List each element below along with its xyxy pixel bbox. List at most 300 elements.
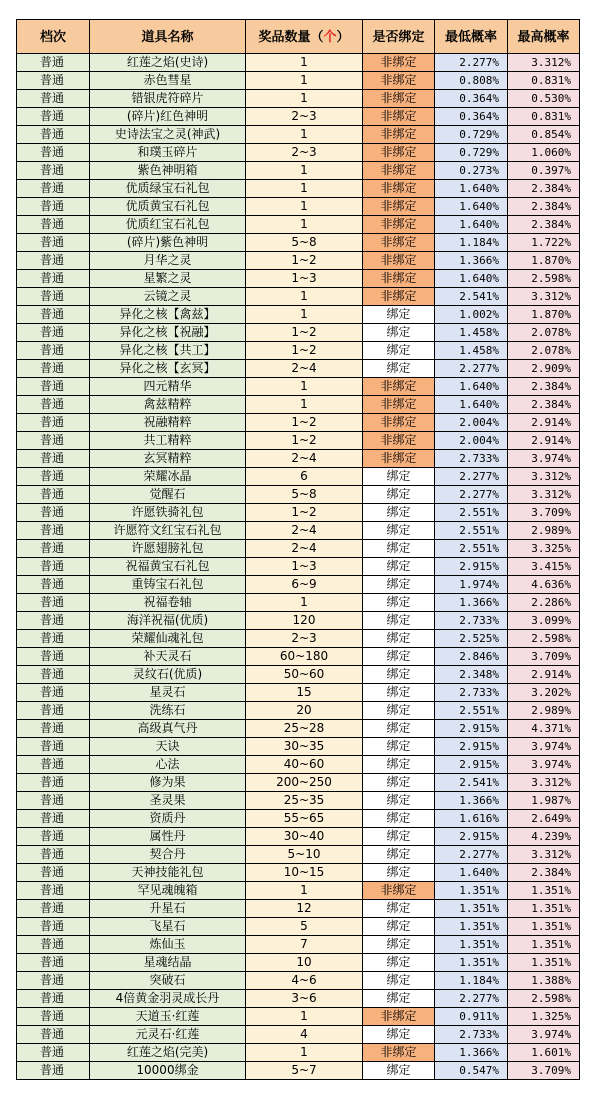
quantity-cell: 5~10 (246, 846, 363, 864)
tier-cell: 普通 (17, 558, 90, 576)
table-row (17, 432, 580, 450)
quantity-cell: 2~4 (246, 522, 363, 540)
bound-status-cell: 非绑定 (363, 432, 435, 450)
item-name-cell: 飞星石 (90, 918, 246, 936)
max-probability-cell: 2.909% (508, 360, 580, 378)
item-name-cell: 契合丹 (90, 846, 246, 864)
table-row (17, 666, 580, 684)
max-probability-cell: 1.351% (508, 936, 580, 954)
bound-status-cell: 绑定 (363, 522, 435, 540)
table-row (17, 234, 580, 252)
tier-cell: 普通 (17, 252, 90, 270)
min-probability-cell: 1.640% (435, 378, 508, 396)
quantity-cell: 10~15 (246, 864, 363, 882)
bound-status-cell: 绑定 (363, 558, 435, 576)
item-name-cell: 赤色彗星 (90, 72, 246, 90)
header-item-name: 道具名称 (90, 20, 246, 54)
item-name-cell: 星灵石 (90, 684, 246, 702)
table-row (17, 738, 580, 756)
quantity-cell: 1~2 (246, 414, 363, 432)
bound-status-cell: 绑定 (363, 306, 435, 324)
bound-status-cell: 非绑定 (363, 126, 435, 144)
tier-cell: 普通 (17, 882, 90, 900)
quantity-cell: 1~2 (246, 432, 363, 450)
table-row (17, 594, 580, 612)
quantity-cell: 4 (246, 1026, 363, 1044)
min-probability-cell: 2.277% (435, 54, 508, 72)
max-probability-cell: 0.397% (508, 162, 580, 180)
table-row (17, 846, 580, 864)
quantity-cell: 1 (246, 126, 363, 144)
tier-cell: 普通 (17, 486, 90, 504)
item-name-cell: 修为果 (90, 774, 246, 792)
max-probability-cell: 3.312% (508, 468, 580, 486)
min-probability-cell: 2.348% (435, 666, 508, 684)
quantity-cell: 1 (246, 180, 363, 198)
table-row (17, 540, 580, 558)
max-probability-cell: 2.384% (508, 378, 580, 396)
item-name-cell: 元灵石·红莲 (90, 1026, 246, 1044)
table-row (17, 720, 580, 738)
table-row (17, 126, 580, 144)
min-probability-cell: 0.273% (435, 162, 508, 180)
tier-cell: 普通 (17, 126, 90, 144)
tier-cell: 普通 (17, 432, 90, 450)
min-probability-cell: 2.551% (435, 504, 508, 522)
item-name-cell: 海洋祝福(优质) (90, 612, 246, 630)
bound-status-cell: 绑定 (363, 792, 435, 810)
table-row (17, 1008, 580, 1026)
bound-status-cell: 绑定 (363, 954, 435, 972)
item-name-cell: 紫色神明箱 (90, 162, 246, 180)
max-probability-cell: 2.078% (508, 324, 580, 342)
tier-cell: 普通 (17, 288, 90, 306)
quantity-cell: 1~3 (246, 270, 363, 288)
item-name-cell: 禽兹精粹 (90, 396, 246, 414)
min-probability-cell: 2.551% (435, 540, 508, 558)
bound-status-cell: 非绑定 (363, 396, 435, 414)
max-probability-cell: 2.384% (508, 198, 580, 216)
tier-cell: 普通 (17, 864, 90, 882)
tier-cell: 普通 (17, 720, 90, 738)
max-probability-cell: 3.415% (508, 558, 580, 576)
max-probability-cell: 2.914% (508, 414, 580, 432)
item-name-cell: 星魂结晶 (90, 954, 246, 972)
quantity-cell: 2~4 (246, 450, 363, 468)
min-probability-cell: 2.915% (435, 756, 508, 774)
quantity-cell: 25~35 (246, 792, 363, 810)
bound-status-cell: 绑定 (363, 504, 435, 522)
min-probability-cell: 2.846% (435, 648, 508, 666)
tier-cell: 普通 (17, 234, 90, 252)
item-name-cell: 高级真气丹 (90, 720, 246, 738)
min-probability-cell: 1.351% (435, 882, 508, 900)
bound-status-cell: 非绑定 (363, 180, 435, 198)
header-min-probability: 最低概率 (435, 20, 508, 54)
bound-status-cell: 绑定 (363, 576, 435, 594)
item-name-cell: 祝融精粹 (90, 414, 246, 432)
tier-cell: 普通 (17, 936, 90, 954)
max-probability-cell: 2.989% (508, 702, 580, 720)
min-probability-cell: 0.364% (435, 108, 508, 126)
quantity-cell: 5 (246, 918, 363, 936)
item-name-cell: 和璞玉碎片 (90, 144, 246, 162)
item-name-cell: 天道玉·红莲 (90, 1008, 246, 1026)
max-probability-cell: 2.598% (508, 270, 580, 288)
quantity-cell: 50~60 (246, 666, 363, 684)
quantity-cell: 1~2 (246, 504, 363, 522)
item-name-cell: 异化之核【祝融】 (90, 324, 246, 342)
bound-status-cell: 非绑定 (363, 144, 435, 162)
min-probability-cell: 0.364% (435, 90, 508, 108)
header-tier: 档次 (17, 20, 90, 54)
item-name-cell: 天诀 (90, 738, 246, 756)
tier-cell: 普通 (17, 198, 90, 216)
tier-cell: 普通 (17, 1026, 90, 1044)
quantity-cell: 1 (246, 54, 363, 72)
item-name-cell: 洗练石 (90, 702, 246, 720)
max-probability-cell: 2.384% (508, 216, 580, 234)
item-name-cell: 心法 (90, 756, 246, 774)
tier-cell: 普通 (17, 684, 90, 702)
quantity-cell: 20 (246, 702, 363, 720)
min-probability-cell: 2.004% (435, 414, 508, 432)
item-name-cell: 优质绿宝石礼包 (90, 180, 246, 198)
bound-status-cell: 非绑定 (363, 270, 435, 288)
min-probability-cell: 2.277% (435, 846, 508, 864)
item-name-cell: 升星石 (90, 900, 246, 918)
item-name-cell: 灵纹石(优质) (90, 666, 246, 684)
max-probability-cell: 2.078% (508, 342, 580, 360)
max-probability-cell: 1.601% (508, 1044, 580, 1062)
max-probability-cell: 4.636% (508, 576, 580, 594)
quantity-cell: 1 (246, 216, 363, 234)
min-probability-cell: 2.277% (435, 360, 508, 378)
tier-cell: 普通 (17, 90, 90, 108)
min-probability-cell: 0.729% (435, 126, 508, 144)
max-probability-cell: 0.854% (508, 126, 580, 144)
quantity-cell: 200~250 (246, 774, 363, 792)
max-probability-cell: 2.384% (508, 180, 580, 198)
quantity-cell: 2~4 (246, 360, 363, 378)
table-row (17, 1026, 580, 1044)
tier-cell: 普通 (17, 576, 90, 594)
table-row (17, 828, 580, 846)
bound-status-cell: 绑定 (363, 342, 435, 360)
quantity-cell: 3~6 (246, 990, 363, 1008)
max-probability-cell: 1.870% (508, 306, 580, 324)
bound-status-cell: 非绑定 (363, 216, 435, 234)
max-probability-cell: 1.870% (508, 252, 580, 270)
item-name-cell: 祝福黄宝石礼包 (90, 558, 246, 576)
reward-probability-table (16, 19, 580, 1080)
min-probability-cell: 1.366% (435, 792, 508, 810)
item-name-cell: (碎片)紫色神明 (90, 234, 246, 252)
min-probability-cell: 1.184% (435, 972, 508, 990)
max-probability-cell: 2.384% (508, 864, 580, 882)
quantity-cell: 1 (246, 306, 363, 324)
table-row (17, 396, 580, 414)
table-row (17, 612, 580, 630)
min-probability-cell: 2.525% (435, 630, 508, 648)
quantity-cell: 6~9 (246, 576, 363, 594)
bound-status-cell: 绑定 (363, 774, 435, 792)
min-probability-cell: 0.808% (435, 72, 508, 90)
min-probability-cell: 2.733% (435, 684, 508, 702)
tier-cell: 普通 (17, 1044, 90, 1062)
header-bound: 是否绑定 (363, 20, 435, 54)
max-probability-cell: 1.060% (508, 144, 580, 162)
min-probability-cell: 1.458% (435, 324, 508, 342)
item-name-cell: 炼仙玉 (90, 936, 246, 954)
item-name-cell: 错银虎符碎片 (90, 90, 246, 108)
table-row (17, 54, 580, 72)
bound-status-cell: 非绑定 (363, 90, 435, 108)
bound-status-cell: 绑定 (363, 828, 435, 846)
item-name-cell: 重铸宝石礼包 (90, 576, 246, 594)
min-probability-cell: 1.366% (435, 1044, 508, 1062)
tier-cell: 普通 (17, 468, 90, 486)
table-row (17, 198, 580, 216)
tier-cell: 普通 (17, 180, 90, 198)
min-probability-cell: 1.640% (435, 396, 508, 414)
item-name-cell: 许愿符文红宝石礼包 (90, 522, 246, 540)
table-row (17, 936, 580, 954)
max-probability-cell: 2.598% (508, 630, 580, 648)
table-row (17, 180, 580, 198)
tier-cell: 普通 (17, 378, 90, 396)
table-row (17, 1062, 580, 1080)
bound-status-cell: 绑定 (363, 648, 435, 666)
max-probability-cell: 1.351% (508, 918, 580, 936)
bound-status-cell: 绑定 (363, 756, 435, 774)
table-row (17, 288, 580, 306)
item-name-cell: 天神技能礼包 (90, 864, 246, 882)
max-probability-cell: 2.286% (508, 594, 580, 612)
max-probability-cell: 2.384% (508, 396, 580, 414)
max-probability-cell: 0.530% (508, 90, 580, 108)
max-probability-cell: 3.709% (508, 1062, 580, 1080)
quantity-cell: 1 (246, 396, 363, 414)
header-row (17, 20, 580, 54)
tier-cell: 普通 (17, 738, 90, 756)
max-probability-cell: 3.312% (508, 486, 580, 504)
table-row (17, 360, 580, 378)
quantity-cell: 30~40 (246, 828, 363, 846)
max-probability-cell: 3.709% (508, 504, 580, 522)
min-probability-cell: 1.351% (435, 900, 508, 918)
table-row (17, 900, 580, 918)
quantity-cell: 1 (246, 90, 363, 108)
quantity-cell: 2~3 (246, 144, 363, 162)
table-row (17, 702, 580, 720)
min-probability-cell: 1.974% (435, 576, 508, 594)
item-name-cell: 4倍黄金羽灵成长丹 (90, 990, 246, 1008)
tier-cell: 普通 (17, 414, 90, 432)
bound-status-cell: 非绑定 (363, 234, 435, 252)
item-name-cell: 资质丹 (90, 810, 246, 828)
bound-status-cell: 非绑定 (363, 54, 435, 72)
item-name-cell: 四元精华 (90, 378, 246, 396)
item-name-cell: 星繁之灵 (90, 270, 246, 288)
quantity-cell: 1 (246, 198, 363, 216)
table-row (17, 144, 580, 162)
bound-status-cell: 绑定 (363, 324, 435, 342)
bound-status-cell: 绑定 (363, 612, 435, 630)
table-row (17, 792, 580, 810)
quantity-cell: 1~2 (246, 342, 363, 360)
bound-status-cell: 绑定 (363, 972, 435, 990)
max-probability-cell: 2.914% (508, 666, 580, 684)
table-row (17, 342, 580, 360)
bound-status-cell: 非绑定 (363, 882, 435, 900)
tier-cell: 普通 (17, 342, 90, 360)
bound-status-cell: 绑定 (363, 594, 435, 612)
min-probability-cell: 1.184% (435, 234, 508, 252)
bound-status-cell: 绑定 (363, 810, 435, 828)
quantity-cell: 60~180 (246, 648, 363, 666)
tier-cell: 普通 (17, 594, 90, 612)
tier-cell: 普通 (17, 648, 90, 666)
quantity-cell: 120 (246, 612, 363, 630)
tier-cell: 普通 (17, 810, 90, 828)
bound-status-cell: 绑定 (363, 900, 435, 918)
quantity-cell: 5~8 (246, 486, 363, 504)
item-name-cell: 红莲之焰(完美) (90, 1044, 246, 1062)
min-probability-cell: 2.541% (435, 774, 508, 792)
tier-cell: 普通 (17, 270, 90, 288)
bound-status-cell: 绑定 (363, 666, 435, 684)
item-name-cell: 史诗法宝之灵(神武) (90, 126, 246, 144)
bound-status-cell: 绑定 (363, 846, 435, 864)
quantity-cell: 1 (246, 594, 363, 612)
header-quantity-unit: 个 (323, 29, 337, 44)
quantity-cell: 1~2 (246, 252, 363, 270)
table-row (17, 576, 580, 594)
table-row (17, 72, 580, 90)
tier-cell: 普通 (17, 162, 90, 180)
tier-cell: 普通 (17, 900, 90, 918)
item-name-cell: 云镜之灵 (90, 288, 246, 306)
table-row (17, 756, 580, 774)
tier-cell: 普通 (17, 306, 90, 324)
min-probability-cell: 2.733% (435, 1026, 508, 1044)
item-name-cell: 觉醒石 (90, 486, 246, 504)
min-probability-cell: 1.458% (435, 342, 508, 360)
table-row (17, 810, 580, 828)
bound-status-cell: 绑定 (363, 540, 435, 558)
max-probability-cell: 3.312% (508, 288, 580, 306)
bound-status-cell: 绑定 (363, 864, 435, 882)
table-row (17, 468, 580, 486)
quantity-cell: 1 (246, 1008, 363, 1026)
max-probability-cell: 1.388% (508, 972, 580, 990)
tier-cell: 普通 (17, 108, 90, 126)
max-probability-cell: 2.989% (508, 522, 580, 540)
header-quantity-prefix: 奖品数量（ (258, 29, 324, 44)
table-row (17, 90, 580, 108)
table-row (17, 558, 580, 576)
min-probability-cell: 1.351% (435, 918, 508, 936)
max-probability-cell: 3.099% (508, 612, 580, 630)
min-probability-cell: 2.277% (435, 468, 508, 486)
bound-status-cell: 绑定 (363, 360, 435, 378)
min-probability-cell: 1.640% (435, 198, 508, 216)
quantity-cell: 1 (246, 378, 363, 396)
max-probability-cell: 3.709% (508, 648, 580, 666)
min-probability-cell: 2.277% (435, 990, 508, 1008)
item-name-cell: 补天灵石 (90, 648, 246, 666)
quantity-cell: 4~6 (246, 972, 363, 990)
tier-cell: 普通 (17, 504, 90, 522)
table-row (17, 378, 580, 396)
item-name-cell: 月华之灵 (90, 252, 246, 270)
min-probability-cell: 1.640% (435, 864, 508, 882)
max-probability-cell: 1.987% (508, 792, 580, 810)
max-probability-cell: 1.722% (508, 234, 580, 252)
bound-status-cell: 绑定 (363, 702, 435, 720)
min-probability-cell: 1.640% (435, 216, 508, 234)
table-row (17, 774, 580, 792)
item-name-cell: 圣灵果 (90, 792, 246, 810)
table-row (17, 630, 580, 648)
max-probability-cell: 4.239% (508, 828, 580, 846)
table-row (17, 972, 580, 990)
min-probability-cell: 2.915% (435, 558, 508, 576)
tier-cell: 普通 (17, 756, 90, 774)
item-name-cell: 许愿翅膀礼包 (90, 540, 246, 558)
item-name-cell: (碎片)红色神明 (90, 108, 246, 126)
quantity-cell: 12 (246, 900, 363, 918)
tier-cell: 普通 (17, 918, 90, 936)
max-probability-cell: 1.351% (508, 900, 580, 918)
max-probability-cell: 3.325% (508, 540, 580, 558)
bound-status-cell: 绑定 (363, 936, 435, 954)
min-probability-cell: 2.915% (435, 828, 508, 846)
tier-cell: 普通 (17, 450, 90, 468)
bound-status-cell: 非绑定 (363, 378, 435, 396)
item-name-cell: 异化之核【禽兹】 (90, 306, 246, 324)
table-row (17, 504, 580, 522)
table-row (17, 522, 580, 540)
bound-status-cell: 绑定 (363, 738, 435, 756)
min-probability-cell: 1.002% (435, 306, 508, 324)
min-probability-cell: 1.366% (435, 252, 508, 270)
quantity-cell: 1 (246, 288, 363, 306)
tier-cell: 普通 (17, 522, 90, 540)
tier-cell: 普通 (17, 1062, 90, 1080)
tier-cell: 普通 (17, 54, 90, 72)
max-probability-cell: 1.351% (508, 954, 580, 972)
max-probability-cell: 2.598% (508, 990, 580, 1008)
bound-status-cell: 绑定 (363, 918, 435, 936)
quantity-cell: 2~3 (246, 108, 363, 126)
max-probability-cell: 3.974% (508, 738, 580, 756)
tier-cell: 普通 (17, 954, 90, 972)
max-probability-cell: 1.351% (508, 882, 580, 900)
table-row (17, 216, 580, 234)
min-probability-cell: 2.551% (435, 522, 508, 540)
quantity-cell: 5~8 (246, 234, 363, 252)
tier-cell: 普通 (17, 972, 90, 990)
table-row (17, 864, 580, 882)
quantity-cell: 30~35 (246, 738, 363, 756)
quantity-cell: 1 (246, 1044, 363, 1062)
max-probability-cell: 0.831% (508, 108, 580, 126)
min-probability-cell: 0.911% (435, 1008, 508, 1026)
header-max-probability: 最高概率 (508, 20, 580, 54)
table-row (17, 1044, 580, 1062)
